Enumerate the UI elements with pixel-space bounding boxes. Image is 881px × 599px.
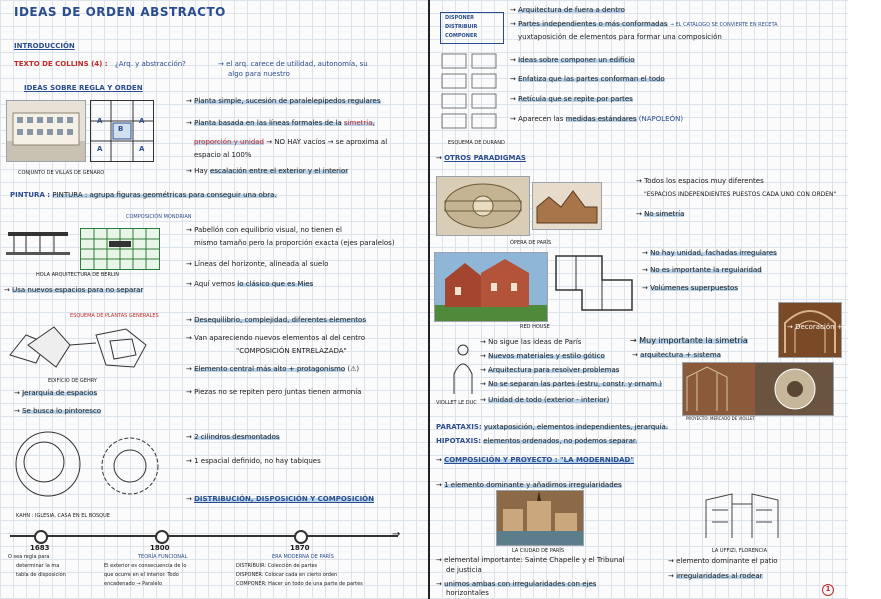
timeline-text-1b: determinar la ma [16,563,60,569]
timeline-year-1: 1683 [30,544,50,552]
comp-heading: → COMPOSICIÓN Y PROYECTO : "LA MODERNIDAD" [436,456,634,464]
viollet-line-4: → No se separan las partes (estru, constr. y ornam.) [480,380,662,388]
red-line-1: → No hay unidad, fachadas irregulares [642,249,777,257]
gehry-lines [6,315,156,377]
timeline-text-3c: COMPONER: Hacer un todo de una parte de partes [236,581,363,587]
planta-line-1: → Planta simple, sucesión de paralelepípedos regulares [186,97,381,105]
paris-city-caption: LA CIUDAD DE PARÍS [512,548,564,554]
mod-line-3a: → unimos ambas con irregularidades con ejes [436,580,597,588]
viollet-line-5: → Unidad de todo (exterior - interior) [480,396,610,404]
red-house-illustration [435,253,547,321]
kahn-drawings [8,424,168,504]
dist-heading: → DISTRIBUCIÓN, DISPOSICIÓN Y COMPOSICIÓN [186,495,374,503]
gehry-caption: EDIFICIO DE GEHRY [48,378,97,384]
collins-answer-1: → el arq. carece de utilidad, autonomía, su [218,60,368,68]
durand-line-4: → Aparecen las medidas estándares (NAPOLEÓN) [510,115,684,123]
geh-line-2: → Van apareciendo nuevos elementos al del centro [186,334,366,342]
timeline-axis [10,535,398,537]
geh-line-5: → Piezas no se repiten pero juntas tienen armonía [186,388,362,396]
pavilion-drawing [6,228,70,256]
page-number: 1 [822,584,834,596]
timeline-text-2b: que ocurre en el interior. Todo [104,572,179,578]
durand-scheme [440,52,500,134]
mondrian-grid [81,229,159,269]
timeline-label-2: TEORÍA FUNCIONAL [138,554,188,560]
opera-section-lines [533,183,601,229]
opera-section-photo [532,182,602,230]
pintura-line: PINTURA : PINTURA : agrupa figuras geométricas para conseguir una obra. [10,191,277,199]
planta-line-3: proporción y unidad → NO HAY vacíos → se aproxima al [194,138,388,146]
viollet-line-1: → No sigue las ideas de París [480,338,582,346]
pav-line-4: → Aquí vemos lo clásico que es Mies [186,280,314,288]
villa-caption: CONJUNTO DE VILLAS DE GENARO [18,170,105,176]
geh-line-1: → Desequilibrio, complejidad, diferentes elementos [186,316,366,324]
timeline-text-1a: O sea regla para [8,554,50,560]
gothic-arch-lines [450,340,476,396]
grid-plan-diagram [90,100,154,162]
decoration-photo [778,302,881,358]
red-line-3: → Volúmenes superpuestos [642,284,738,292]
grid-label-a4: A [139,145,145,153]
durand-line-3: → Retícula que se repite por partes [510,95,633,103]
timeline-text-3a: DISTRIBUIR: Colección de partes [236,563,318,569]
durand-line-1: → Ideas sobre componer un edificio [510,56,635,64]
timeline-dot-1 [34,530,48,544]
geh-left-1: → Jerarquía de espacios [14,389,98,397]
disponer-box [440,12,504,44]
pavilion-lines [6,228,70,256]
warning-icon: (⚠) [347,365,360,373]
grid-label-a2: A [139,117,145,125]
gehry-label: ESQUEMA DE PLANTAS GENERALES [70,313,159,319]
box-title-2: DISTRIBUIR [445,24,478,30]
kahn-line-2: → 1 espacial definido, no hay tabiques [186,457,321,465]
red-house-plan [552,250,638,316]
collins-label: TEXTO DE COLLINS (4) : [14,60,108,68]
market-illustration [683,363,833,415]
mondrian-plan [80,228,160,270]
paris-city-illustration [497,491,583,545]
red-house-caption: RED HOUSE [520,324,550,330]
paratax-line: PARATAXIS: yuxtaposición, elementos independientes, jerarquía. [436,423,669,431]
viollet-line-3: → Arquitectura para resolver problemas [480,366,620,374]
mod-line-2b: de justicia [446,566,482,574]
kahn-lines [8,424,168,504]
mod-line-3b: horizontales [446,589,489,597]
mies-left-line: → Usa nuevos espacios para no separar [4,286,144,294]
gothic-arch-drawing [450,340,476,396]
uffizi-drawing [702,490,782,542]
decor-text: → Decoración + estructura [787,323,881,331]
grid-label-b: B [118,125,124,133]
kahn-caption: KAHN : IGLESIA, CASA EN EL BOSQUE [16,513,110,519]
red-house-photo [434,252,548,322]
uffizi-line-2: → irregularidades al rodear [668,572,763,580]
timeline-text-1c: tabla de disposición [16,572,66,578]
grid-label-a3: A [97,145,103,153]
box-title-1: DISPONER [445,15,474,21]
opera-plan-lines [437,177,529,235]
durand-lines [440,52,500,134]
timeline-year-3: 1870 [290,544,310,552]
red-house-plan-lines [552,250,638,316]
geh-left-2: → Se busca lo pintoresco [14,407,102,415]
top-line-1: → Arquitectura de fuera a dentro [510,6,625,14]
durand-line-2: → Enfatiza que las partes conforman el todo [510,75,665,83]
viollet-line-2: → Nuevos materiales y estilo gótico [480,352,605,360]
pav-line-3: → Líneas del horizonte, alineada al suelo [186,260,329,268]
durand-caption: ESQUEMA DE DURAND [448,140,505,146]
opera-plan-photo [436,176,530,236]
timeline-dot-2 [155,530,169,544]
pav-line-2: mismo tamaño pero la proporción exacta (ejes paralelos) [194,239,395,247]
viollet-line-2b: → arquitectura + sistema [632,351,721,359]
timeline-dot-3 [294,530,308,544]
market-photo [682,362,834,416]
uffizi-caption: LA UFFIZI, FLORENCIA [712,548,768,554]
collins-answer-2: algo para nuestro [228,70,290,78]
paris-city-photo [496,490,584,546]
timeline-label-3: ERA MODERNA DE PARÍS [272,554,334,560]
planta-line-2: → Planta basada en las líneas formales de la simetría, [186,119,375,127]
timeline-year-2: 1800 [150,544,170,552]
mondrian-label: COMPOSICIÓN MONDRIAN [126,214,192,220]
planta-line-5: → Hay escalación entre el exterior y el interior [186,167,349,175]
market-caption: PROYECTO: MERCADO DE VIOLLET [686,416,755,421]
geh-line-3: "COMPOSICIÓN ENTRELAZADA" [236,347,347,355]
ideas-heading: IDEAS SOBRE REGLA Y ORDEN [24,84,143,92]
uffizi-line-1: → elemento dominante el patio [668,557,778,565]
villa-photo [6,100,86,162]
geh-line-4: → Elemento central más alto + protagonismo (⚠) [186,365,360,373]
box-title-3: COMPONER [445,33,478,39]
opera-caption: ÓPERA DE PARÍS [510,240,552,246]
opera-line-3: → No simetría [636,210,685,218]
otros-heading: → OTROS PARADIGMAS [436,154,526,162]
gehry-drawing [6,315,156,377]
intro-heading: INTRODUCCIÓN [14,42,75,50]
mod-line-1: → 1 elemento dominante y añadimos irregularidades [436,481,622,489]
timeline-text-3b: DISPONER: Colocar cada en cierto orden [236,572,338,578]
planta-line-4: espacio al 100% [194,151,252,159]
hipotax-line: HIPOTAXIS: elementos ordenados, no podemos separar. [436,437,638,445]
grid-label-a1: A [97,117,103,125]
kahn-line-1: → 2 cilindros desmontados [186,433,280,441]
uffizi-lines [702,490,782,542]
opera-line-1: → Todos los espacios muy diferentes [636,177,764,185]
opera-line-2: "ESPACIOS INDEPENDIENTES PUESTOS CADA UNO CON ORDEN" [644,191,837,198]
top-line-2: → Partes independientes o más conformadas → EL CATÁLOGO SE CONVIERTE EN RECETA [510,20,778,28]
collins-question: ¿Arq. y abstracción? [115,60,186,68]
timeline-text-2c: encadenado → Paralelo [104,581,163,587]
villa-illustration [7,101,85,161]
timeline-text-2a: El exterior es consecuencia de lo [104,563,187,569]
red-line-2: → No es importante la regularidad [642,266,762,274]
viollet-line-1b: → Muy importante la simetría [630,336,748,345]
pavilion-caption: HOLA ARQUITECTURA DE BERLIN [36,272,119,278]
pav-line-1: → Pabellón con equilibrio visual, no tienen el [186,226,342,234]
page-title: IDEAS DE ORDEN ABSTRACTO [14,5,226,19]
timeline-arrow-icon: → [392,529,401,540]
mod-line-2a: → elemental importante: Sainte Chapelle y el Tribunal [436,556,625,564]
column-divider [428,0,430,599]
viollet-name: VIOLLET LE DUC [436,400,477,406]
top-line-3: yuxtaposición de elementos para formar una composición [518,33,722,41]
